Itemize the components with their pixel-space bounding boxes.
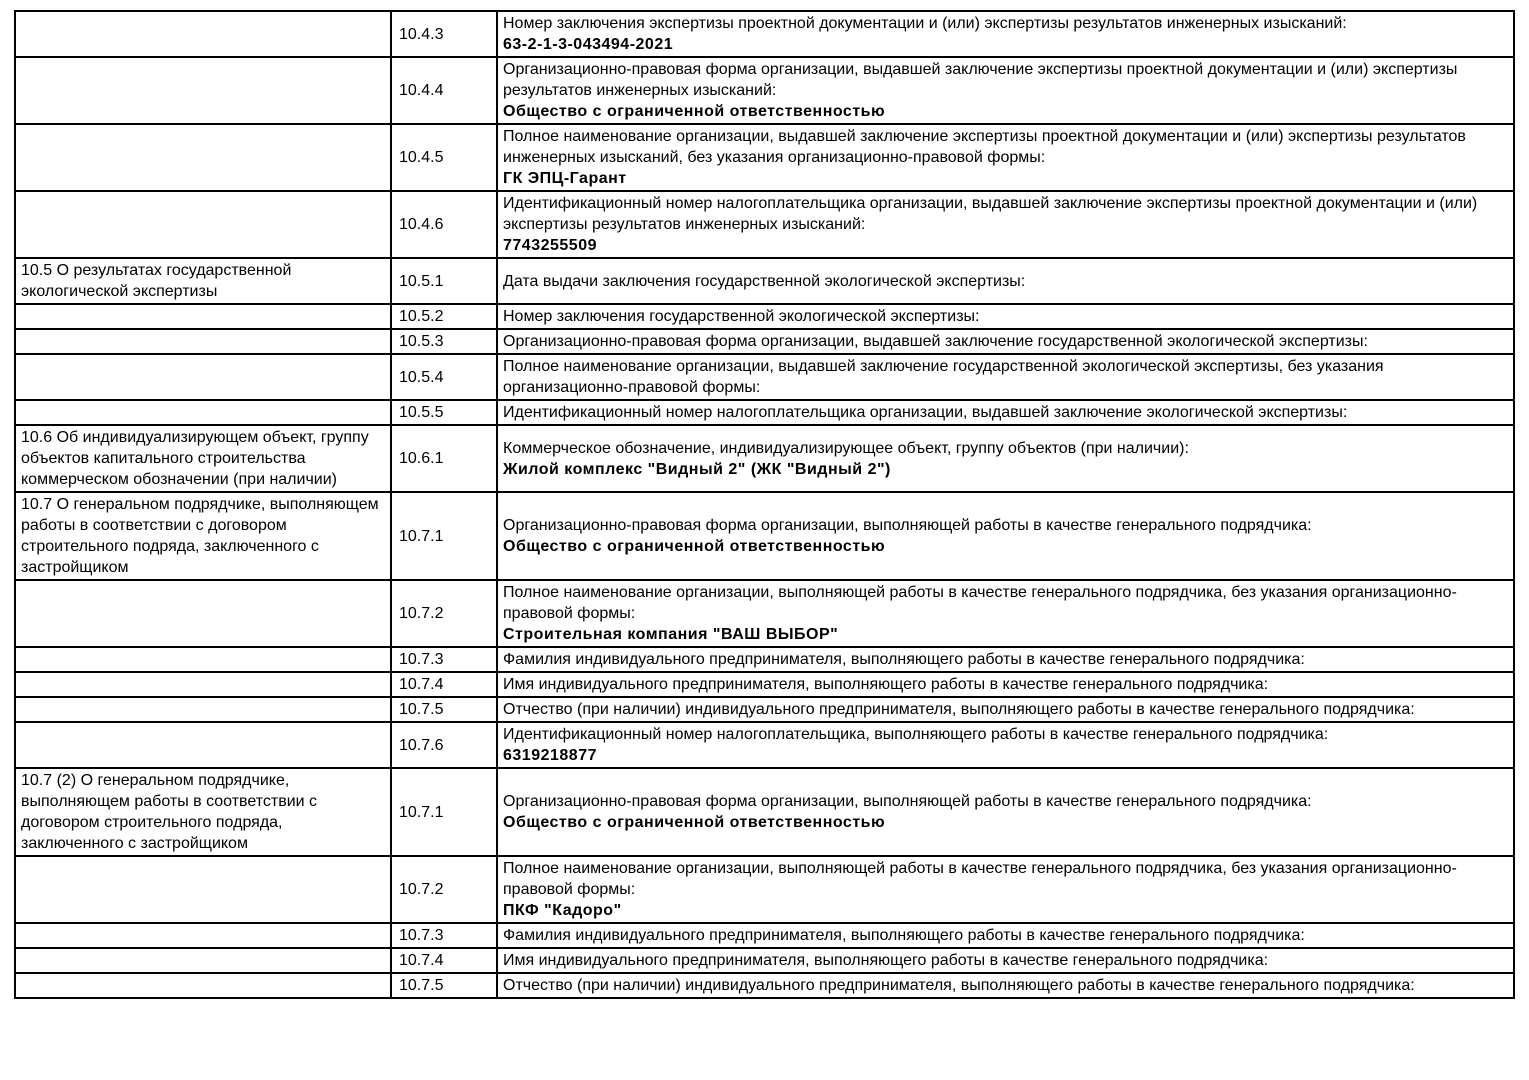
item-number-cell bbox=[391, 124, 497, 191]
item-number-cell bbox=[391, 948, 497, 973]
item-number: 10.7.3 bbox=[399, 651, 444, 668]
item-number: 10.5.2 bbox=[399, 308, 444, 325]
item-content-cell bbox=[497, 425, 1514, 492]
section-title-cell bbox=[15, 923, 391, 948]
field-label: Организационно-правовая форма организации, выдавшей заключение экспертизы проектной документации и (или) экспертизы результатов инженерных изысканий: bbox=[503, 61, 1458, 99]
item-number: 10.5.3 bbox=[399, 333, 444, 350]
field-label: Имя индивидуального предпринимателя, выполняющего работы в качестве генерального подрядчика: bbox=[503, 676, 1269, 693]
item-content-cell bbox=[497, 722, 1514, 768]
item-content-cell bbox=[497, 580, 1514, 647]
item-number-cell bbox=[391, 57, 497, 124]
item-content-cell bbox=[497, 57, 1514, 124]
table-row bbox=[15, 354, 1514, 400]
table-row bbox=[15, 492, 1514, 580]
item-number-cell bbox=[391, 672, 497, 697]
section-title-cell bbox=[15, 191, 391, 258]
field-label: Отчество (при наличии) индивидуального предпринимателя, выполняющего работы в качестве генерального подрядчика: bbox=[503, 977, 1415, 994]
table-row bbox=[15, 948, 1514, 973]
table-row bbox=[15, 973, 1514, 998]
field-label: Полное наименование организации, выполняющей работы в качестве генерального подрядчика, без указания организационно-правовой формы: bbox=[503, 860, 1457, 898]
field-label: Дата выдачи заключения государственной экологической экспертизы: bbox=[503, 272, 1026, 290]
section-title-cell bbox=[15, 425, 391, 492]
item-content-cell bbox=[497, 856, 1514, 923]
item-content-cell bbox=[497, 354, 1514, 400]
item-content-cell bbox=[497, 329, 1514, 354]
table-row bbox=[15, 57, 1514, 124]
field-value: ГК ЭПЦ-Гарант bbox=[503, 170, 627, 187]
item-content-cell bbox=[497, 304, 1514, 329]
item-content-cell bbox=[497, 973, 1514, 998]
field-label: Идентификационный номер налогоплательщика организации, выдавшей заключение экологической экспертизы: bbox=[503, 404, 1348, 421]
item-content-cell bbox=[497, 647, 1514, 672]
table-row bbox=[15, 258, 1514, 304]
item-number-cell bbox=[391, 697, 497, 722]
field-label: Полное наименование организации, выдавшей заключение экспертизы проектной документации и (или) экспертизы результатов инженерных изысканий, без указания организационно-правовой формы: bbox=[503, 128, 1466, 166]
section-title-cell bbox=[15, 124, 391, 191]
field-label: Фамилия индивидуального предпринимателя, выполняющего работы в качестве генерального подрядчика: bbox=[503, 927, 1305, 944]
field-value: 7743255509 bbox=[503, 237, 597, 254]
item-number-cell bbox=[391, 304, 497, 329]
section-title: 10.7 (2) О генеральном подрядчике, выполняющем работы в соответствии с договором строительного подряда, заключенного с застройщиком bbox=[21, 772, 318, 852]
section-title-cell bbox=[15, 856, 391, 923]
table-row bbox=[15, 191, 1514, 258]
field-label: Идентификационный номер налогоплательщика, выполняющего работы в качестве генерального подрядчика: bbox=[503, 726, 1329, 743]
section-title-cell bbox=[15, 400, 391, 425]
table-row bbox=[15, 304, 1514, 329]
item-number: 10.7.5 bbox=[399, 977, 444, 994]
field-value: 6319218877 bbox=[503, 747, 597, 764]
item-number: 10.4.3 bbox=[399, 25, 444, 43]
field-label: Имя индивидуального предпринимателя, выполняющего работы в качестве генерального подрядчика: bbox=[503, 952, 1269, 969]
item-number-cell bbox=[391, 11, 497, 57]
section-title-cell bbox=[15, 57, 391, 124]
item-number: 10.6.1 bbox=[399, 450, 444, 467]
field-label: Номер заключения государственной экологической экспертизы: bbox=[503, 308, 980, 325]
table-row bbox=[15, 923, 1514, 948]
table-row bbox=[15, 647, 1514, 672]
field-label: Отчество (при наличии) индивидуального предпринимателя, выполняющего работы в качестве генерального подрядчика: bbox=[503, 701, 1415, 718]
section-title-cell bbox=[15, 354, 391, 400]
table-row bbox=[15, 124, 1514, 191]
section-title-cell bbox=[15, 580, 391, 647]
item-number-cell bbox=[391, 580, 497, 647]
section-title-cell bbox=[15, 768, 391, 856]
item-number-cell bbox=[391, 492, 497, 580]
section-title-cell bbox=[15, 492, 391, 580]
field-value: Строительная компания "ВАШ ВЫБОР" bbox=[503, 626, 839, 643]
table-row bbox=[15, 11, 1514, 57]
table-row bbox=[15, 400, 1514, 425]
item-content-cell bbox=[497, 672, 1514, 697]
item-number-cell bbox=[391, 923, 497, 948]
section-title: 10.6 Об индивидуализирующем объект, группу объектов капитального строительства коммерческом обозначении (при наличии) bbox=[21, 429, 369, 488]
field-label: Организационно-правовая форма организации, выдавшей заключение государственной экологической экспертизы: bbox=[503, 333, 1368, 350]
item-content-cell bbox=[497, 191, 1514, 258]
declaration-table-body bbox=[15, 11, 1514, 998]
item-number: 10.7.4 bbox=[399, 676, 444, 693]
item-number-cell bbox=[391, 856, 497, 923]
item-content-cell bbox=[497, 492, 1514, 580]
declaration-table bbox=[14, 10, 1515, 999]
field-value: Общество с ограниченной ответственностью bbox=[503, 814, 886, 831]
field-label: Коммерческое обозначение, индивидуализирующее объект, группу объектов (при наличии): bbox=[503, 439, 1189, 457]
section-title-cell bbox=[15, 329, 391, 354]
item-number-cell bbox=[391, 647, 497, 672]
section-title-cell bbox=[15, 948, 391, 973]
item-number: 10.7.2 bbox=[399, 605, 444, 622]
item-number: 10.5.5 bbox=[399, 404, 444, 421]
section-title-cell bbox=[15, 697, 391, 722]
section-title-cell bbox=[15, 304, 391, 329]
section-title-cell bbox=[15, 11, 391, 57]
section-title: 10.5 О результатах государственной экологической экспертизы bbox=[21, 262, 292, 300]
item-number: 10.7.1 bbox=[399, 803, 444, 821]
item-number: 10.7.1 bbox=[399, 527, 444, 545]
item-content-cell bbox=[497, 258, 1514, 304]
field-value: Общество с ограниченной ответственностью bbox=[503, 538, 886, 555]
item-number-cell bbox=[391, 973, 497, 998]
item-number-cell bbox=[391, 354, 497, 400]
item-number: 10.7.5 bbox=[399, 701, 444, 718]
table-row bbox=[15, 722, 1514, 768]
item-content-cell bbox=[497, 400, 1514, 425]
item-number: 10.7.6 bbox=[399, 736, 444, 754]
item-number-cell bbox=[391, 722, 497, 768]
item-number: 10.7.3 bbox=[399, 927, 444, 944]
field-value: ПКФ "Кадоро" bbox=[503, 902, 622, 919]
item-number-cell bbox=[391, 258, 497, 304]
item-number-cell bbox=[391, 400, 497, 425]
item-number: 10.4.4 bbox=[399, 82, 444, 99]
field-label: Идентификационный номер налогоплательщика организации, выдавшей заключение экспертизы проектной документации и (или) экспертизы результатов инженерных изысканий: bbox=[503, 195, 1478, 233]
field-value: Общество с ограниченной ответственностью bbox=[503, 103, 886, 120]
item-number-cell bbox=[391, 191, 497, 258]
item-content-cell bbox=[497, 768, 1514, 856]
item-number-cell bbox=[391, 329, 497, 354]
section-title-cell bbox=[15, 258, 391, 304]
field-value: 63-2-1-3-043494-2021 bbox=[503, 36, 674, 53]
field-label: Полное наименование организации, выдавшей заключение государственной экологической экспертизы, без указания организационно-правовой формы: bbox=[503, 358, 1384, 396]
item-content-cell bbox=[497, 948, 1514, 973]
item-number: 10.7.2 bbox=[399, 881, 444, 898]
table-row bbox=[15, 856, 1514, 923]
section-title: 10.7 О генеральном подрядчике, выполняющем работы в соответствии с договором строительного подряда, заключенного с застройщиком bbox=[21, 496, 379, 576]
section-title-cell bbox=[15, 647, 391, 672]
section-title-cell bbox=[15, 722, 391, 768]
item-number: 10.4.5 bbox=[399, 149, 444, 166]
table-row bbox=[15, 329, 1514, 354]
item-number: 10.5.1 bbox=[399, 272, 444, 290]
item-content-cell bbox=[497, 11, 1514, 57]
item-content-cell bbox=[497, 124, 1514, 191]
item-number-cell bbox=[391, 768, 497, 856]
field-label: Организационно-правовая форма организации, выполняющей работы в качестве генерального подрядчика: bbox=[503, 517, 1312, 534]
item-number: 10.7.4 bbox=[399, 952, 444, 969]
field-label: Номер заключения экспертизы проектной документации и (или) экспертизы результатов инженерных изысканий: bbox=[503, 15, 1347, 32]
item-number-cell bbox=[391, 425, 497, 492]
table-row bbox=[15, 672, 1514, 697]
field-value: Жилой комплекс "Видный 2" (ЖК "Видный 2") bbox=[503, 460, 891, 478]
field-label: Полное наименование организации, выполняющей работы в качестве генерального подрядчика, без указания организационно-правовой формы: bbox=[503, 584, 1457, 622]
table-row bbox=[15, 580, 1514, 647]
table-row bbox=[15, 768, 1514, 856]
table-row bbox=[15, 425, 1514, 492]
section-title-cell bbox=[15, 672, 391, 697]
item-content-cell bbox=[497, 697, 1514, 722]
table-row bbox=[15, 697, 1514, 722]
item-content-cell bbox=[497, 923, 1514, 948]
field-label: Фамилия индивидуального предпринимателя, выполняющего работы в качестве генерального подрядчика: bbox=[503, 651, 1305, 668]
item-number: 10.5.4 bbox=[399, 368, 444, 386]
item-number: 10.4.6 bbox=[399, 216, 444, 233]
section-title-cell bbox=[15, 973, 391, 998]
field-label: Организационно-правовая форма организации, выполняющей работы в качестве генерального подрядчика: bbox=[503, 793, 1312, 810]
